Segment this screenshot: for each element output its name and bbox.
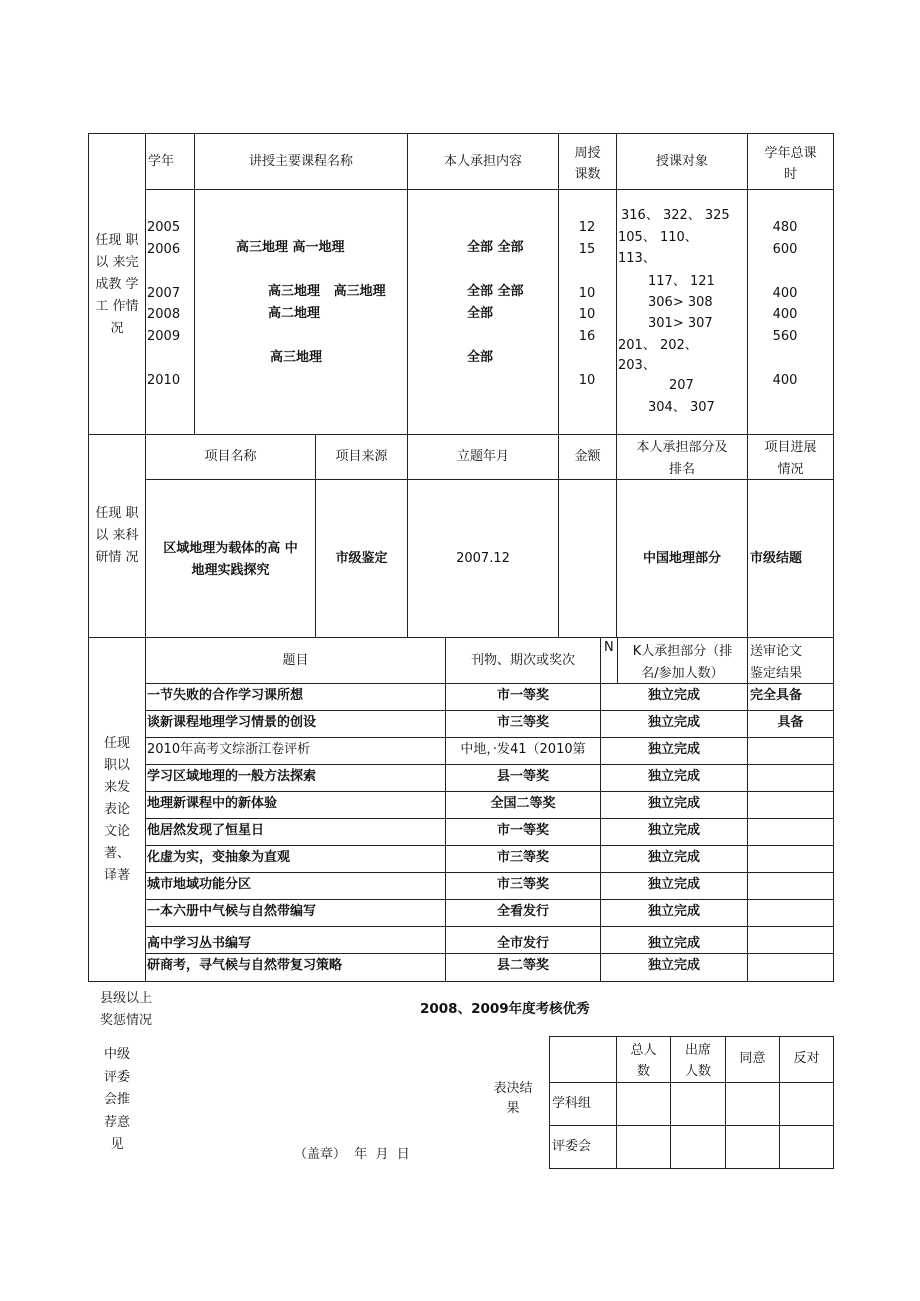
weekly-cell: 10	[578, 307, 596, 322]
paper-title-cell: 学习区域地理的一般方法探索	[147, 769, 317, 784]
project-source-cell: 市级鉴定	[335, 551, 388, 566]
vote-row-label: 学科组	[552, 1096, 592, 1111]
header-project-date: 立题年月	[456, 449, 509, 464]
target-cell: 105、 110、	[618, 230, 698, 245]
paper-title-cell: 研商考，寻气候与自然带复习策略	[147, 958, 343, 973]
paper-title-cell: 地理新课程中的新体验	[147, 796, 278, 811]
total-cell: 400	[772, 373, 798, 388]
vote-header-oppose: 反对	[793, 1051, 820, 1066]
target-cell: 301> 307	[648, 316, 713, 331]
year-cell: 2005	[147, 220, 181, 235]
weekly-cell: 15	[578, 242, 596, 257]
header-weekly: 周授 课数	[574, 146, 601, 182]
paper-journal-cell: 中地，·发41（2010第	[460, 742, 586, 757]
target-cell: 203、	[618, 358, 656, 373]
paper-title-cell: 一本六册中气候与自然带编写	[147, 904, 317, 919]
header-paper-result: 送审论文 鉴定结果	[750, 644, 803, 681]
year-cell: 2009	[147, 329, 181, 344]
course-cell: 高三地理 高三地理	[268, 284, 386, 299]
project-progress-cell: 市级结题	[750, 551, 803, 566]
header-project-role: 本人承担部分及 排名	[636, 440, 728, 477]
content-cell: 全部	[467, 350, 494, 365]
stamp-date-line: （盖章） 年 月 日	[294, 1147, 410, 1162]
target-cell: 117、 121	[648, 274, 715, 289]
header-paper-marker: N	[604, 640, 614, 655]
year-cell: 2010	[147, 373, 181, 388]
paper-journal-cell: 市三等奖	[496, 850, 549, 865]
paper-role-cell: 独立完成	[647, 742, 700, 757]
paper-title-cell: 化虚为实，变抽象为直观	[147, 850, 291, 865]
vote-label: 表决结 果	[493, 1081, 533, 1116]
paper-result-cell: 完全具备	[750, 688, 803, 703]
paper-title-cell: 城市地域功能分区	[147, 877, 252, 892]
content-cell: 全部 全部	[467, 284, 524, 299]
header-project-source: 项目来源	[335, 449, 388, 464]
course-cell: 高三地理	[270, 350, 323, 365]
year-cell: 2007	[147, 286, 181, 301]
target-cell: 306> 308	[648, 295, 713, 310]
weekly-cell: 12	[578, 220, 596, 235]
weekly-cell: 16	[578, 329, 596, 344]
paper-role-cell: 独立完成	[647, 769, 700, 784]
header-course: 讲授主要课程名称	[248, 154, 353, 169]
weekly-cell: 10	[578, 286, 596, 301]
target-cell: 207	[669, 378, 694, 393]
paper-role-cell: 独立完成	[647, 823, 700, 838]
project-date-cell: 2007.12	[456, 551, 510, 566]
project-role-cell: 中国地理部分	[642, 551, 721, 566]
weekly-cell: 10	[578, 373, 596, 388]
content-cell: 全部	[467, 306, 494, 321]
total-cell: 400	[772, 307, 798, 322]
header-year: 学年	[148, 154, 175, 169]
header-project-progress: 项目进展 情况	[764, 440, 817, 477]
committee-label: 中级 评委 会推 荐意 见	[103, 1047, 130, 1152]
paper-title-cell: 2010年高考文综浙江卷评析	[147, 742, 311, 757]
paper-journal-cell: 市三等奖	[496, 877, 549, 892]
paper-role-cell: 独立完成	[647, 796, 700, 811]
paper-title-cell: 谈新课程地理学习情景的创设	[147, 715, 317, 730]
paper-title-cell: 高中学习丛书编写	[147, 936, 252, 951]
research-section-label: 任现 职 以 来科 研情 况	[95, 506, 139, 565]
paper-journal-cell: 市一等奖	[496, 823, 549, 838]
header-project-name: 项目名称	[204, 449, 257, 464]
header-content: 本人承担内容	[443, 154, 522, 169]
paper-role-cell: 独立完成	[647, 958, 700, 973]
paper-journal-cell: 全国二等奖	[490, 796, 556, 811]
vote-row-label: 评委会	[552, 1139, 592, 1154]
header-target: 授课对象	[655, 154, 708, 169]
paper-journal-cell: 全看发行	[496, 904, 549, 919]
total-cell: 600	[772, 242, 798, 257]
paper-journal-cell: 市一等奖	[496, 688, 549, 703]
total-cell: 480	[772, 220, 798, 235]
header-project-amount: 金额	[574, 449, 601, 464]
paper-journal-cell: 县二等奖	[496, 958, 549, 973]
header-paper-journal: 刊物、期次或奖次	[470, 653, 575, 668]
paper-title-cell: 一节失败的合作学习课所想	[147, 688, 304, 703]
total-cell: 560	[772, 329, 798, 344]
total-cell: 400	[772, 286, 798, 301]
course-cell: 高三地理 高一地理	[236, 240, 345, 255]
course-cell: 高二地理	[268, 306, 321, 321]
paper-role-cell: 独立完成	[647, 688, 700, 703]
paper-role-cell: 独立完成	[647, 715, 700, 730]
content-cell: 全部 全部	[467, 240, 524, 255]
paper-journal-cell: 县一等奖	[496, 769, 549, 784]
vote-header-present: 出席 人数	[684, 1043, 711, 1079]
paper-role-cell: 独立完成	[647, 904, 700, 919]
paper-result-cell: 具备	[777, 715, 804, 730]
target-cell: 113、	[618, 251, 656, 266]
year-cell: 2008	[147, 307, 181, 322]
target-cell: 316、 322、 325	[621, 208, 730, 223]
project-name-cell: 区域地理为载体的高 中 地理实践探究	[163, 541, 298, 578]
vote-header-agree: 同意	[739, 1051, 766, 1066]
teaching-section-label: 任现 职 以 来完 成教 学 工 作情 况	[95, 233, 139, 336]
awards-label: 县级以上 奖惩情况	[100, 991, 153, 1028]
header-total: 学年总课 时	[764, 146, 817, 182]
vote-header-total: 总人 数	[630, 1043, 657, 1079]
paper-role-cell: 独立完成	[647, 850, 700, 865]
papers-section-label: 任现 职以 来发 表论 文论 著、 译著	[103, 736, 130, 883]
target-cell: 304、 307	[648, 400, 715, 415]
year-cell: 2006	[147, 242, 181, 257]
paper-journal-cell: 全市发行	[496, 936, 549, 951]
header-paper-role: K人承担部分（排 名/参加人数）	[632, 644, 733, 681]
paper-journal-cell: 市三等奖	[496, 715, 549, 730]
paper-role-cell: 独立完成	[647, 877, 700, 892]
target-cell: 201、 202、	[618, 338, 698, 353]
awards-value: 2008、2009年度考核优秀	[420, 1001, 590, 1017]
header-paper-title: 题目	[282, 653, 309, 668]
paper-title-cell: 他居然发现了恒星日	[147, 823, 265, 838]
paper-role-cell: 独立完成	[647, 936, 700, 951]
